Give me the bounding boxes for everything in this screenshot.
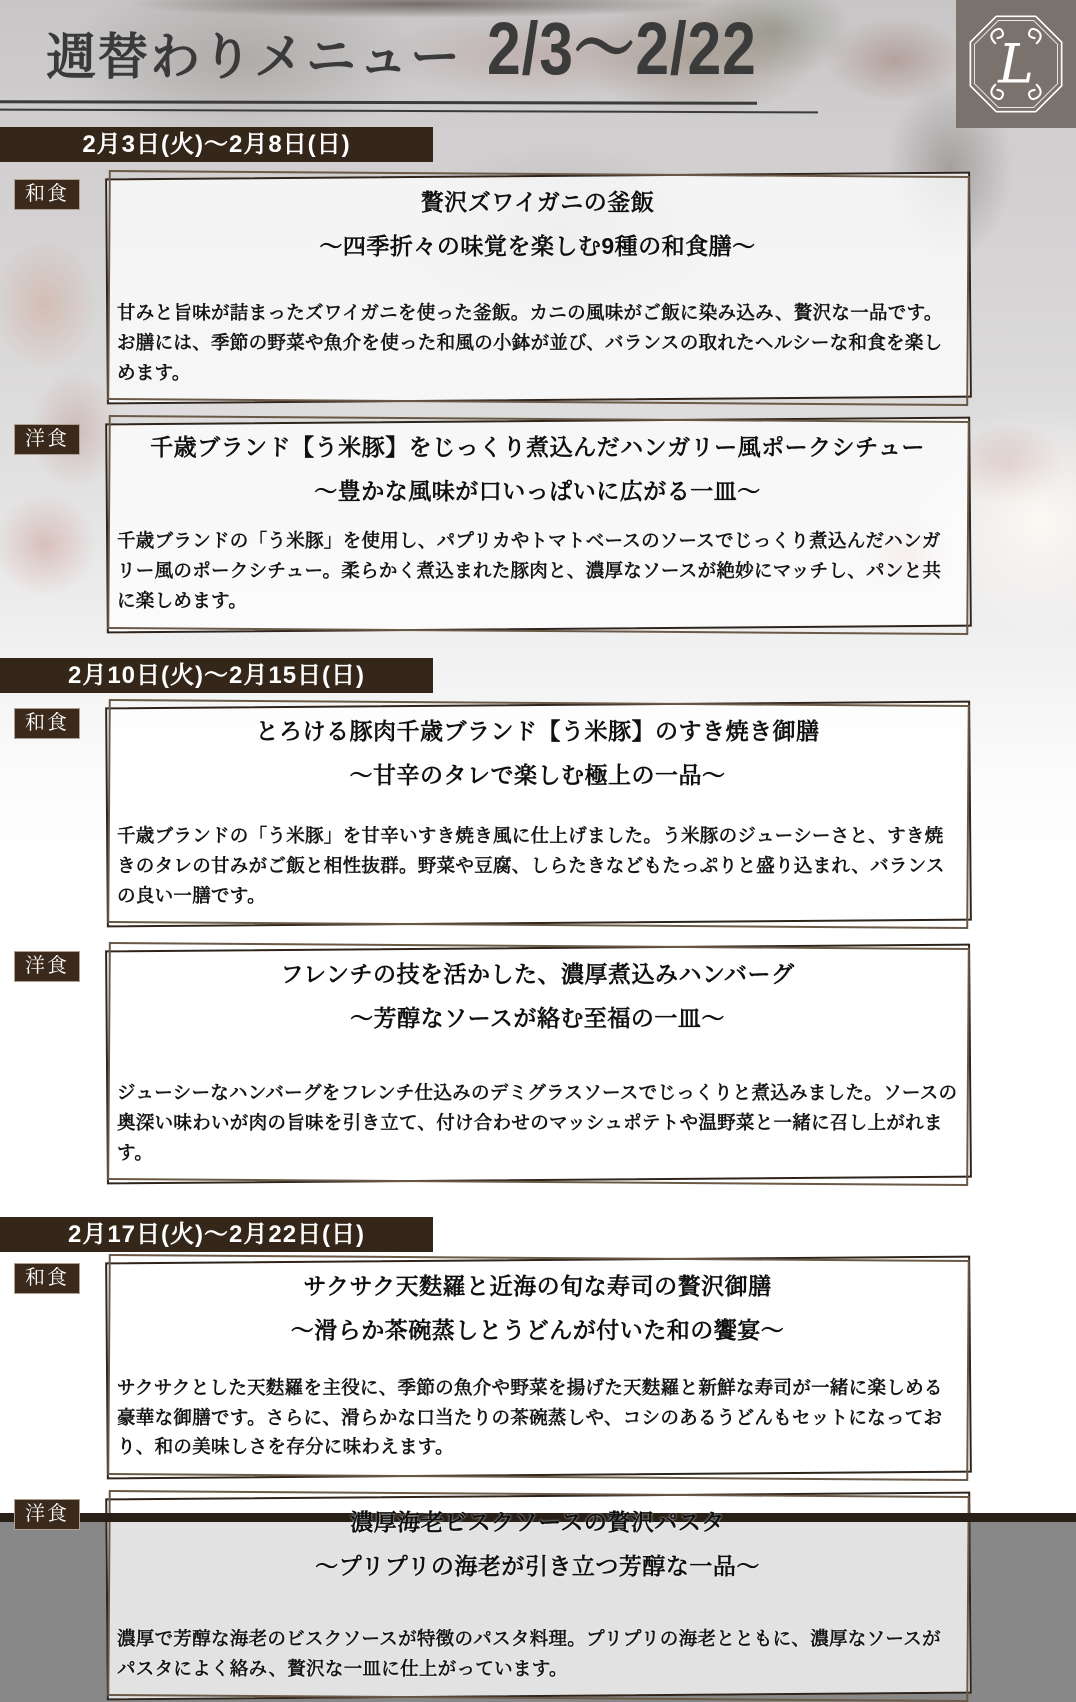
menu-row [0, 417, 1076, 633]
menu-row [0, 701, 1076, 927]
menu-title: 千歳ブランド【う米豚】をじっくり煮込んだハンガリー風ポークシチュー [150, 433, 925, 460]
menu-description: サクサクとした天麩羅を主役に、季節の魚介や野菜を揚げた天麩羅と新鮮な寿司が一緒に楽しめる豪華な御膳です。さらに、滑らかな口当たりの茶碗蒸しや、コシのあるうどんもセットになっており、和の美味しさを存分に味わえます。 [117, 1376, 943, 1458]
header [0, 0, 1076, 127]
menu-row [0, 1256, 1076, 1479]
menu-title: 濃厚海老ビスクソースの贅沢パスタ [350, 1509, 725, 1536]
monogram-octagon-icon [964, 8, 1068, 120]
menu-row [0, 1492, 1076, 1700]
category-label-washoku: 和食 [14, 708, 80, 739]
category-label-yoshoku: 洋食 [14, 951, 80, 982]
title-underline-bottom [0, 109, 818, 114]
menu-description: 千歳ブランドの「う米豚」を甘辛いすき焼き風に仕上げました。う米豚のジューシーさと、すき焼きのタレの甘みがご飯と相性抜群。野菜や豆腐、しらたきなどもたっぷりと盛り込まれ、バランスの良い一膳です。 [117, 825, 945, 907]
menu-row [0, 944, 1076, 1184]
menu-description: 甘みと旨味が詰まったズワイガニを使った釜飯。カニの風味がご飯に染み込み、贅沢な一品です。お膳には、季節の野菜や魚介を使った和風の小鉢が並び、バランスの取れたヘルシーな和食を楽しめます。 [117, 301, 943, 383]
week-section-1 [0, 127, 1076, 632]
week-section-2 [0, 658, 1076, 1183]
menu-box [105, 701, 972, 927]
page-title: 週替わりメニュー [46, 29, 462, 85]
date-band: 2月17日(火)～2月22日(日) [0, 1217, 433, 1252]
menu-title: 贅沢ズワイガニの釜飯 [420, 189, 655, 215]
menu-box [105, 1492, 972, 1700]
menu-subtitle: ～芳醇なソースが絡む至福の一皿～ [350, 1004, 725, 1031]
menu-subtitle: ～プリプリの海老が引き立つ芳醇な一品～ [315, 1553, 760, 1580]
menu-box [105, 172, 972, 404]
menu-box [105, 1256, 972, 1479]
menu-title: とろける豚肉千歳ブランド【う米豚】のすき焼き御膳 [255, 718, 820, 745]
brand-logo [956, 0, 1076, 128]
menu-title: フレンチの技を活かした、濃厚煮込みハンバーグ [280, 961, 795, 988]
menu-subtitle: ～四季折々の味覚を楽しむ9種の和食膳～ [319, 232, 756, 259]
menu-subtitle: ～滑らか茶碗蒸しとうどんが付いた和の饗宴～ [290, 1316, 785, 1343]
category-label-yoshoku: 洋食 [14, 424, 80, 455]
date-band: 2月10日(火)～2月15日(日) [0, 658, 433, 693]
title-underline-top [0, 100, 757, 105]
menu-row [0, 172, 1076, 404]
date-range: 2/3～2/22 [487, 7, 757, 90]
menu-title: サクサク天麩羅と近海の旬な寿司の贅沢御膳 [303, 1272, 772, 1299]
menu-description: ジューシーなハンバーグをフレンチ仕込みのデミグラスソースでじっくりと煮込みました。ソースの奥深い味わいが肉の旨味を引き立て、付け合わせのマッシュポテトや温野菜と一緒に召し上がれます。 [117, 1081, 958, 1163]
brand-monogram: L [998, 32, 1034, 96]
menu-description: 濃厚で芳醇な海老のビスクソースが特徴のパスタ料理。プリプリの海老とともに、濃厚なソースがパスタによく絡み、贅沢な一皿に仕上がっています。 [117, 1628, 941, 1680]
menu-box [105, 417, 972, 633]
week-section-3 [0, 1217, 1076, 1700]
date-band: 2月3日(火)～2月8日(日) [0, 127, 433, 162]
menu-box [105, 944, 972, 1184]
menu-subtitle: ～甘辛のタレで楽しむ極上の一品～ [349, 762, 726, 789]
category-label-yoshoku: 洋食 [14, 1499, 80, 1530]
category-label-washoku: 和食 [14, 179, 80, 210]
menu-subtitle: ～豊かな風味が口いっぱいに広がる一皿～ [314, 477, 761, 504]
category-label-washoku: 和食 [14, 1263, 80, 1294]
menu-description: 千歳ブランドの「う米豚」を使用し、パプリカやトマトベースのソースでじっくり煮込んだハンガリー風のポークシチュー。柔らかく煮込まれた豚肉と、濃厚なソースが絶妙にマッチし、パンと共に楽しめます。 [117, 530, 942, 612]
